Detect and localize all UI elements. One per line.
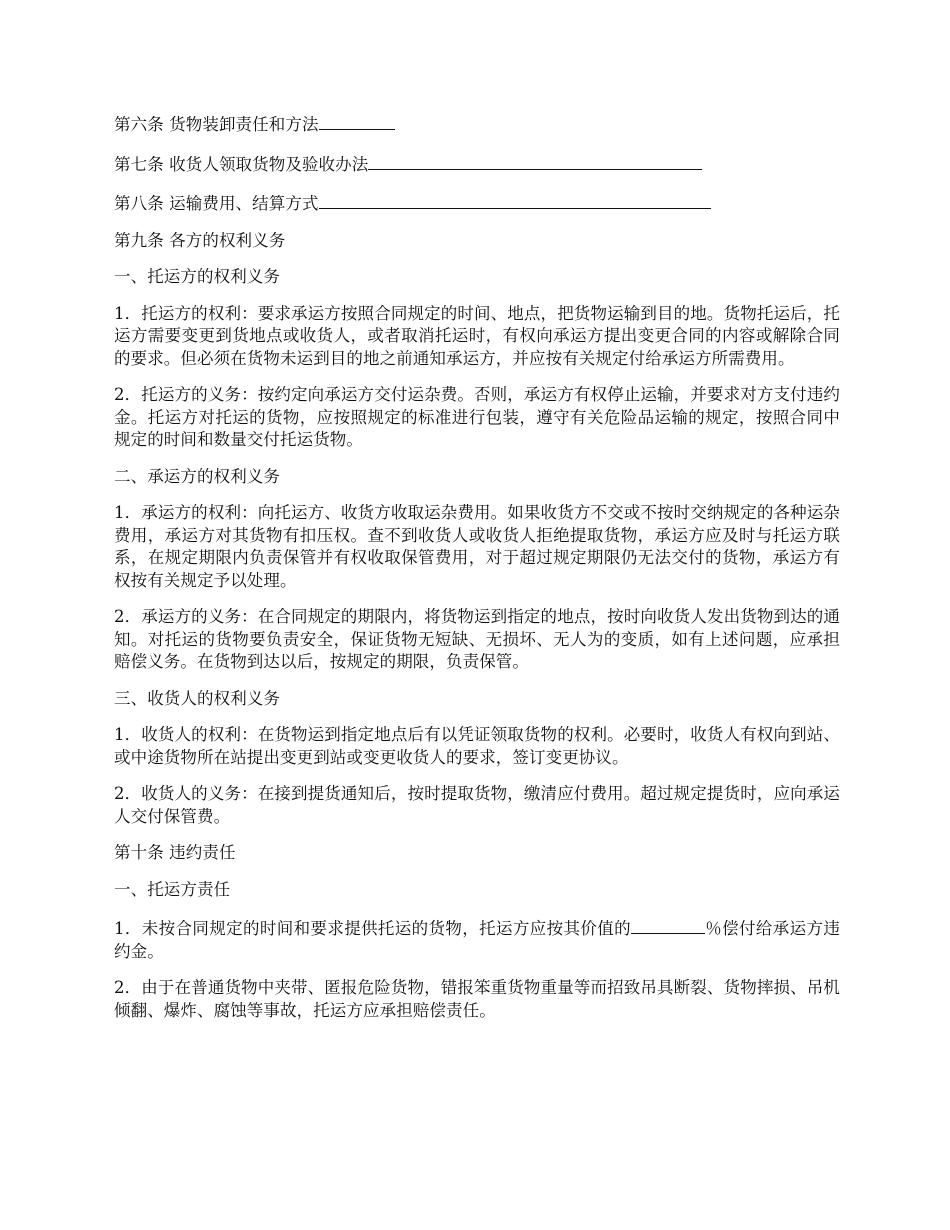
fill-blank-receipt-method[interactable] [368,151,702,170]
section-carrier-heading: 二、承运方的权利义务 [114,466,280,486]
clause-9-heading: 第九条 各方的权利义务 [114,230,286,250]
section-shipper-liability-heading: 一、托运方责任 [114,879,231,899]
consignee-duties-paragraph: 2．收货人的义务：在接到提货通知后，按时提取货物，缴清应付费用。超过规定提货时，应向承运人交付保管费。 [114,784,840,826]
clause-8 [114,190,840,216]
consignee-rights-paragraph: 1．收货人的权利：在货物运到指定地点后有以凭证领取货物的权利。必要时，收货人有权向到站、或中途货物所在站提出变更到站或变更收货人的要求，签订变更协议。 [114,725,840,767]
fill-blank-loading-method[interactable] [319,111,395,130]
clause-10-heading: 第十条 违约责任 [114,843,236,862]
liability-text-b: ％偿付给承运方违约金。 [114,919,840,961]
fill-blank-settlement-method[interactable] [319,190,711,209]
shipper-rights-paragraph: 1．托运方的权利：要求承运方按照合同规定的时间、地点，把货物运输到目的地。货物托运后，托运方需要变更到货地点或收货人，或者取消托运时，有权向承运方提出变更合同的内容或解除合同的要求。但必须在货物未运到目的地之前通知承运方，并应按有关规定付给承运方所需费用。 [114,303,840,368]
clause-6-text: 第六条 货物装卸责任和方法 [114,115,319,134]
shipper-duties-paragraph: 2．托运方的义务：按约定向承运方交付运杂费。否则，承运方有权停止运输，并要求对方支付违约金。托运方对托运的货物，应按照规定的标准进行包装，遵守有关危险品运输的规定，按照合同中规定的时间和数量交付托运货物。 [114,385,840,449]
section-shipper-heading: 一、托运方的权利义务 [114,267,280,286]
shipper-liability-paragraph-2: 2．由于在普通货物中夹带、匿报危险货物，错报笨重货物重量等而招致吊具断裂、货物摔损、吊机倾翻、爆炸、腐蚀等事故，托运方应承担赔偿责任。 [114,978,840,1020]
liability-text-a: 1．未按合同规定的时间和要求提供托运的货物，托运方应按其价值的 [114,919,632,938]
clause-7-text: 第七条 收货人领取货物及验收办法 [114,154,369,174]
carrier-duties-paragraph: 2．承运方的义务：在合同规定的期限内，将货物运到指定的地点，按时向收货人发出货物到达的通知。对托运的货物要负责安全，保证货物无短缺、无损坏、无人为的变质，如有上述问题，应承担赔偿义务。在货物到达以后，按规定的期限，负责保管。 [114,607,840,671]
clause-7 [114,151,840,177]
carrier-rights-paragraph: 1．承运方的权利：向托运方、收货方收取运杂费用。如果收货方不交或不按时交纳规定的各种运杂费用，承运方对其货物有扣压权。查不到收货人或收货人拒绝提取货物，承运方应及时与托运方联系，在规定期限内负责保管并有权收取保管费用，对于超过规定期限仍无法交付的货物，承运方有权按有关规定予以处理。 [114,503,840,590]
clause-6 [114,111,840,137]
section-consignee-heading: 三、收货人的权利义务 [114,688,280,708]
fill-blank-penalty-percent[interactable] [631,915,705,934]
contract-document [114,111,840,1036]
clause-8-text: 第八条 运输费用、结算方式 [114,194,319,213]
shipper-liability-paragraph-1 [114,915,840,963]
